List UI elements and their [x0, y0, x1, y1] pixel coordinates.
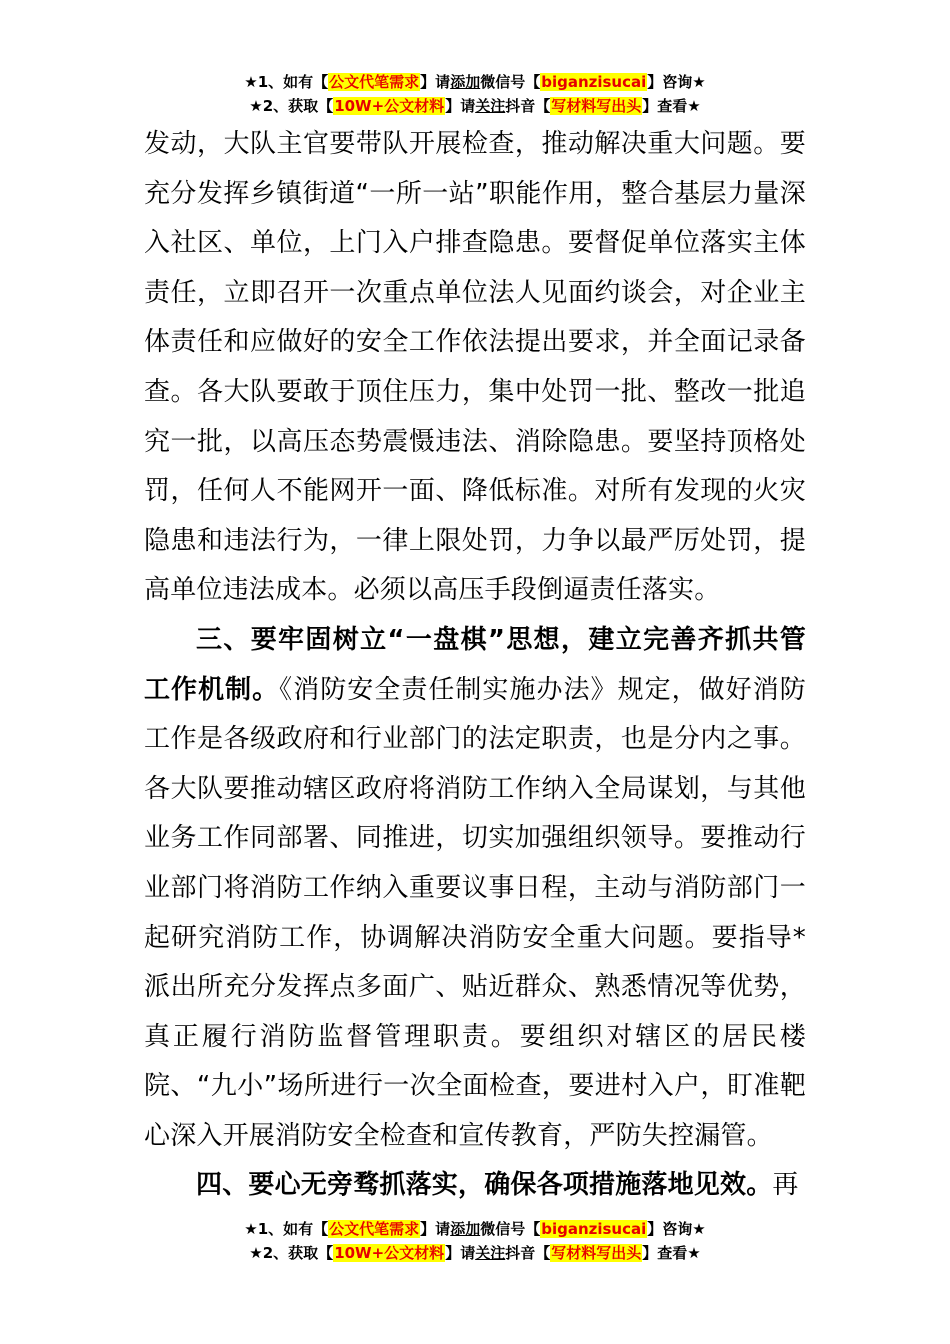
highlight-wechat-id: biganzisucai: [541, 73, 647, 91]
paragraph-3: [144, 1161, 806, 1211]
banner-line-2: [0, 94, 950, 118]
banner-text: 】查看★: [642, 97, 701, 115]
banner-line-1: [0, 70, 950, 94]
document-body: [144, 120, 806, 1211]
header-banner: [0, 70, 950, 118]
banner-text: ★2、获取【: [249, 1244, 334, 1262]
paragraph-2: [144, 616, 806, 1162]
banner-text: ★1、如有【: [244, 73, 329, 91]
banner-text: 】请: [420, 73, 451, 91]
banner-text: 抖音【: [505, 97, 551, 115]
highlight-materials: 10W+公文材料: [334, 1244, 445, 1262]
highlight-materials: 10W+公文材料: [334, 97, 445, 115]
paragraph-2-text: 《消防安全责任制实施办法》规定，做好消防工作是各级政府和行业部门的法定职责，也是分内之事。各大队要推动辖区政府将消防工作纳入全局谋划，与其他业务工作同部署、同推进，切实加强组织领导。要推动行业部门将消防工作纳入重要议事日程，主动与消防部门一起研究消防工作，协调解决消防安全重大问题。要指导*派出所充分发挥点多面广、贴近群众、熟悉情况等优势，真正履行消防监督管理职责。要组织对辖区的居民楼院、“九小”场所进行一次全面检查，要进村入户，盯准靶心深入开展消防安全检查和宣传教育，严防失控漏管。: [144, 674, 806, 1151]
highlight-ghostwriting: 公文代笔需求: [329, 73, 420, 91]
banner-text: 】请: [445, 97, 476, 115]
section-heading-3: 三、要牢固树立“一盘棋”思想，建立完善齐抓共管工作机制。: [144, 624, 806, 705]
banner-text: 】咨询★: [647, 1220, 706, 1238]
banner-text: ★1、如有【: [244, 1220, 329, 1238]
banner-text: 】咨询★: [647, 73, 706, 91]
banner-text: 抖音【: [505, 1244, 551, 1262]
banner-text: 】请: [445, 1244, 476, 1262]
banner-underlined-text: 添加: [450, 73, 481, 91]
banner-line-2: [0, 1241, 950, 1265]
banner-underlined-text: 关注: [475, 97, 506, 115]
highlight-ghostwriting: 公文代笔需求: [329, 1220, 420, 1238]
paragraph-1: 发动，大队主官要带队开展检查，推动解决重大问题。要充分发挥乡镇街道“一所一站”职能作用，整合基层力量深入社区、单位，上门入户排查隐患。要督促单位落实主体责任，立即召开一次重点单位法人见面约谈会，对企业主体责任和应做好的安全工作依法提出要求，并全面记录备查。各大队要敢于顶住压力，集中处罚一批、整改一批追究一批，以高压态势震慑违法、消除隐患。要坚持顶格处罚，任何人不能网开一面、降低标准。对所有发现的火灾隐患和违法行为，一律上限处罚，力争以最严厉处罚，提高单位违法成本。必须以高压手段倒逼责任落实。: [144, 129, 806, 606]
footer-banner: [0, 1217, 950, 1265]
highlight-douyin-account: 写材料写出头: [551, 97, 642, 115]
highlight-wechat-id: biganzisucai: [541, 1220, 647, 1238]
banner-line-1: [0, 1217, 950, 1241]
banner-text: 微信号【: [480, 73, 541, 91]
banner-text: 】请: [420, 1220, 451, 1238]
paragraph-3-text: 再: [772, 1170, 799, 1201]
banner-text: 微信号【: [480, 1220, 541, 1238]
banner-text: 】查看★: [642, 1244, 701, 1262]
highlight-douyin-account: 写材料写出头: [551, 1244, 642, 1262]
banner-text: ★2、获取【: [249, 97, 334, 115]
section-heading-4: 四、要心无旁骛抓落实，确保各项措施落地见效。: [196, 1170, 773, 1201]
banner-underlined-text: 关注: [475, 1244, 506, 1262]
banner-underlined-text: 添加: [450, 1220, 481, 1238]
